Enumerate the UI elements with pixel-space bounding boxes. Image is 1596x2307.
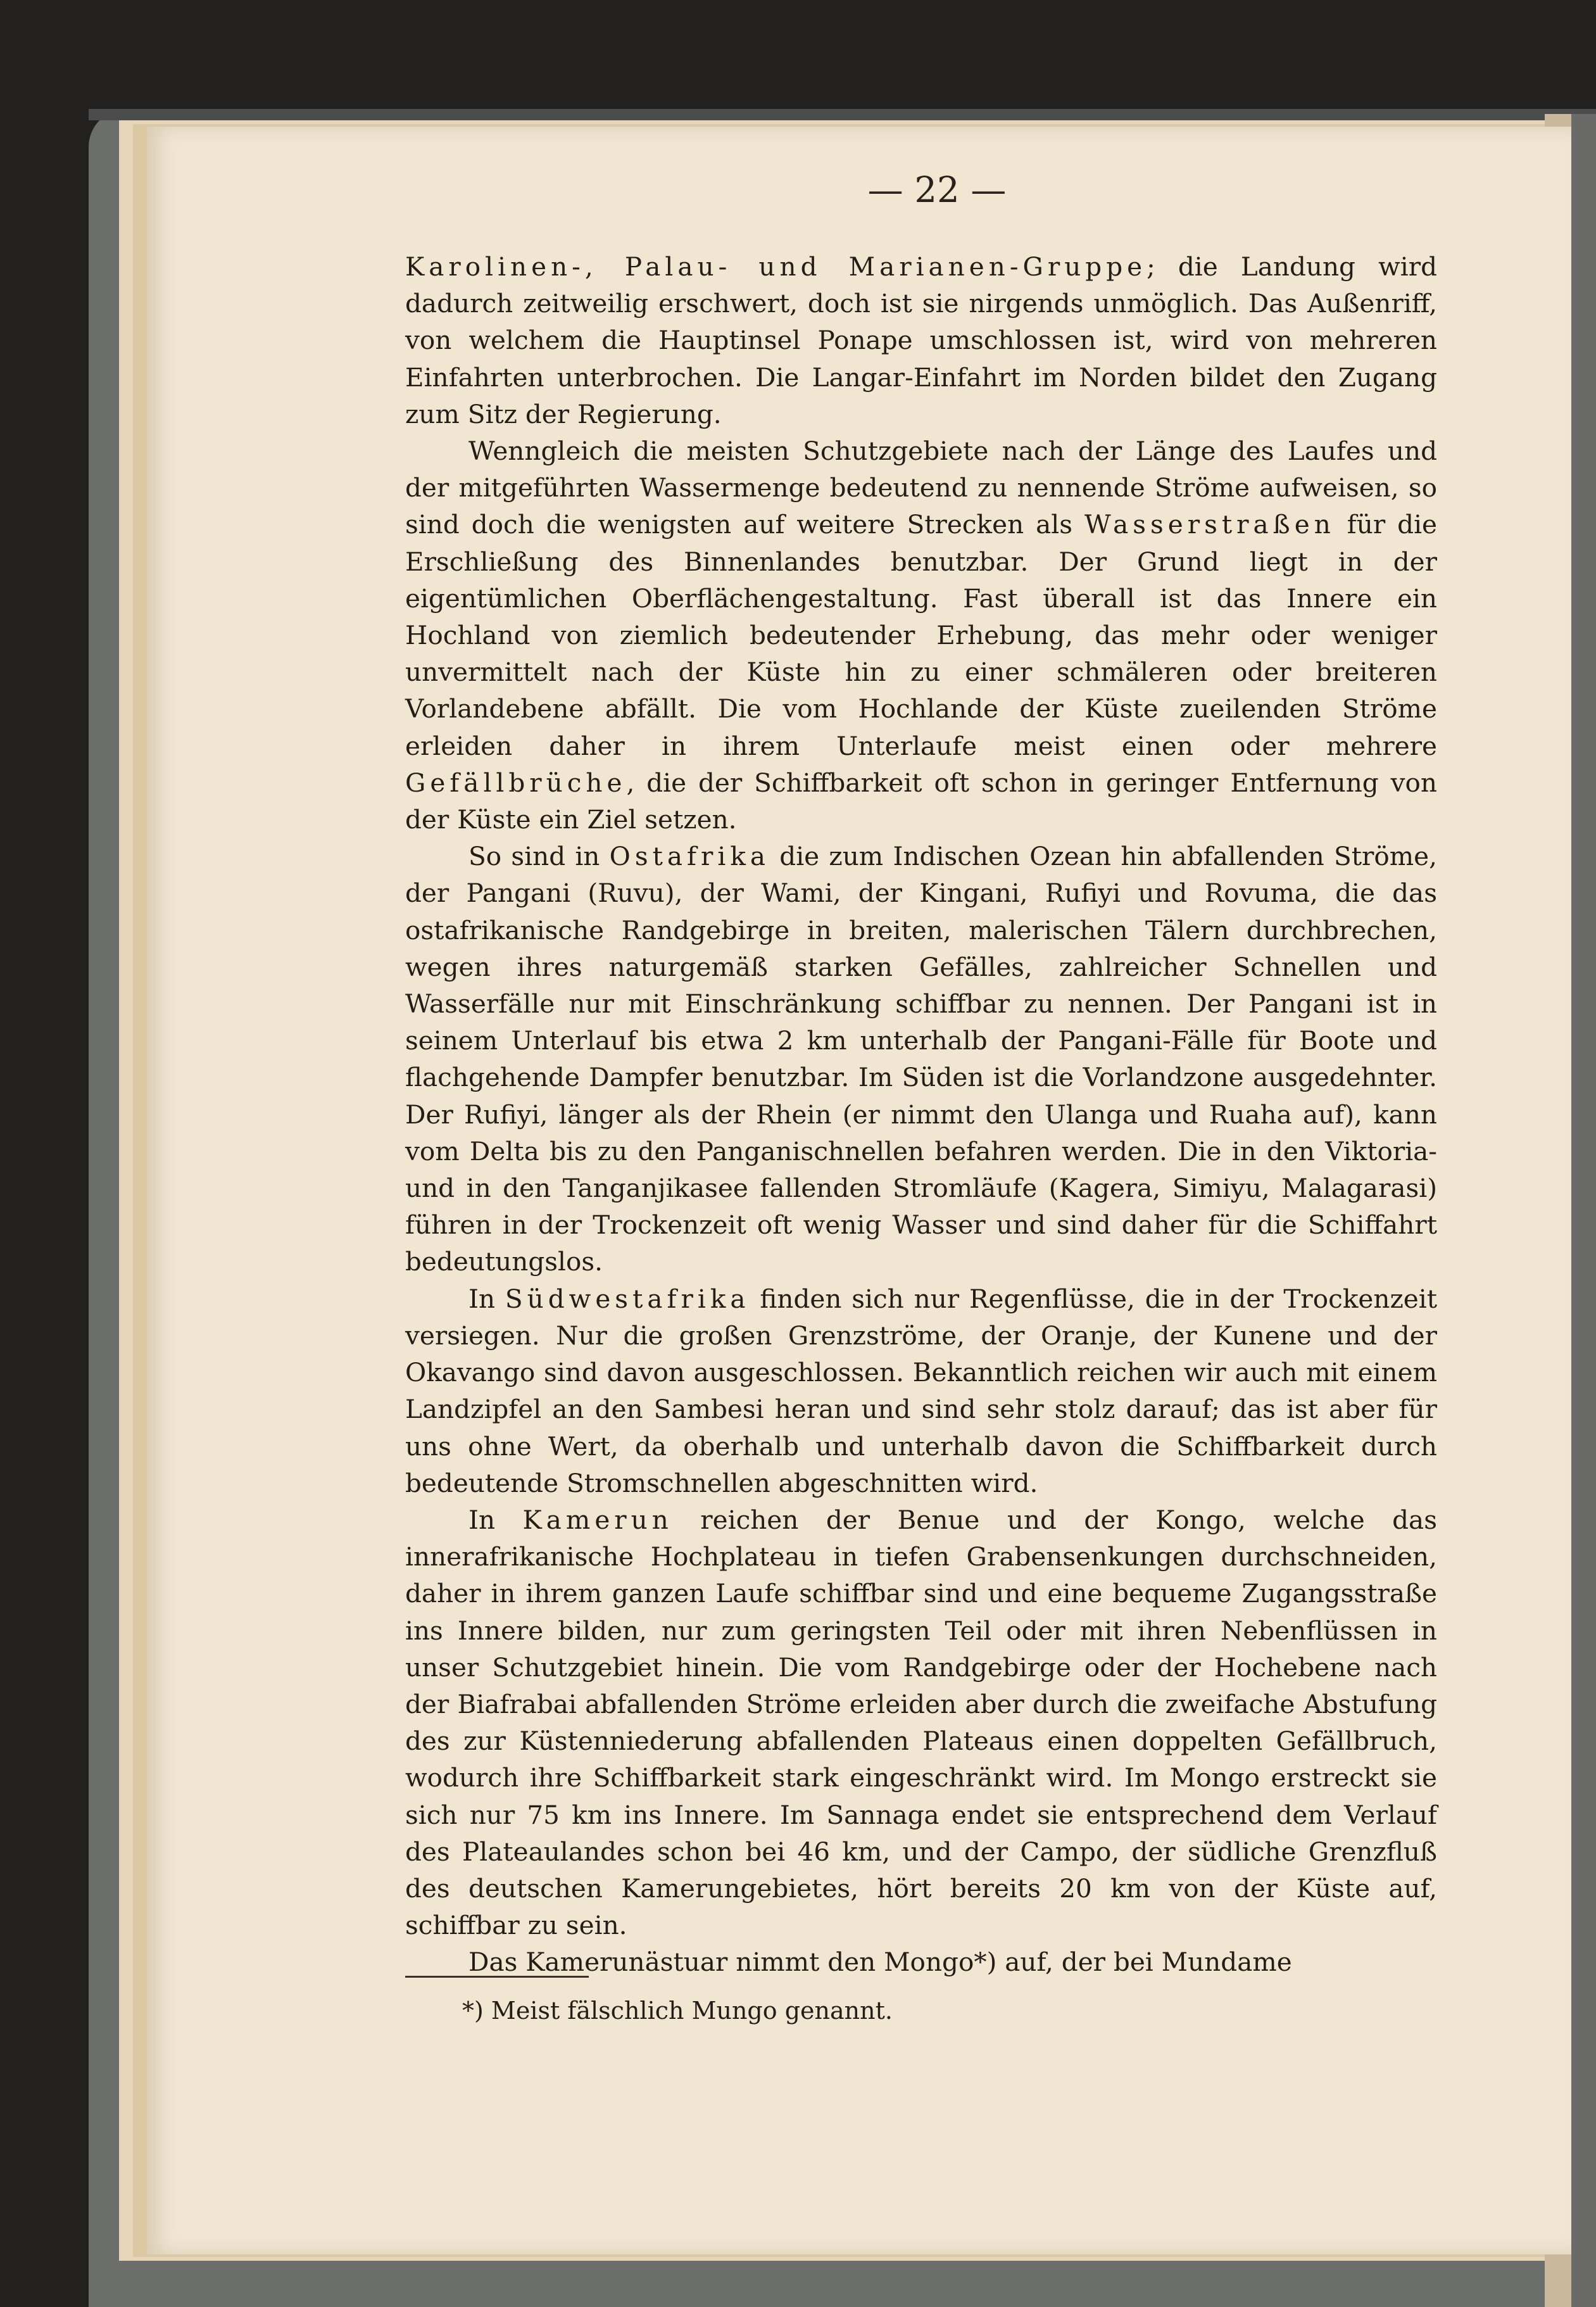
paragraph-4 <box>405 1280 1437 1501</box>
text-segment: Kamerun <box>522 1504 673 1535</box>
paragraph-1 <box>405 248 1437 433</box>
text-segment: So sind in <box>468 841 610 872</box>
footnote: *) Meist fälschlich Mungo genannt. <box>462 1997 893 2025</box>
text-segment: Gefällbrüche <box>405 767 627 798</box>
text-segment: Das Kamerunästuar nimmt den Mongo*) auf, der bei Mundame <box>468 1947 1292 1978</box>
text-segment: In <box>468 1283 505 1314</box>
cover-right-edge <box>1571 114 1596 2307</box>
body-text <box>405 248 1437 1981</box>
text-segment: Wenngleich die meisten Schutzgebiete nach der Länge des Laufes und der mitgeführten Wassermenge bedeutend zu nennende Ströme aufweisen, so sind doch die wenigsten auf weitere Strecken als <box>405 436 1437 540</box>
text-segment: die zum Indischen Ozean hin abfallenden Ströme, der Pangani (Ruvu), der Wami, der Kingani, Rufiyi und Rovuma, die das ostafrikanische Randgebirge in breiten, malerischen Tälern durchbrechen, wegen ihres naturgemäß starken Gefälles, zahlreicher Schnellen und Wasserfälle nur mit Einschränkung schiffbar zu nennen. Der Pangani ist in seinem Unterlauf bis etwa 2 km unterhalb der Pangani-Fälle für Boote und flachgehende Dampfer benutzbar. Im Süden ist die Vorlandzone ausgedehnter. Der Rufiyi, länger als der Rhein (er nimmt den Ulanga und Ruaha auf), kann vom Delta bis zu den Panganischnellen befahren werden. Die in den Viktoria- und in den Tanganjikasee fallenden Stromläufe (Kagera, Simiyu, Malagarasi) führen in der Trockenzeit oft wenig Wasser und sind daher für die Schiffahrt bedeutungslos. <box>405 841 1437 1277</box>
text-segment: Ostafrika <box>609 841 770 872</box>
text-segment: reichen der Benue und der Kongo, welche das innerafrikanische Hochplateau in tiefen Grabensenkungen durchschneiden, daher in ihrem ganzen Laufe schiffbar sind und eine bequeme Zugangsstraße ins Innere bilden, nur zum geringsten Teil oder mit ihren Nebenflüssen in unser Schutzgebiet hinein. Die vom Randgebirge oder der Hochebene nach der Biafrabai abfallenden Ströme erleiden aber durch die zweifache Abstufung des zur Küstenniederung abfallenden Plateaus einen doppelten Gefällbruch, wodurch ihre Schiffbarkeit stark eingeschränkt wird. Im Mongo erstreckt sie sich nur 75 km ins Innere. Im Sannaga endet sie entsprechend dem Verlauf des Plateaulandes schon bei 46 km, und der Campo, der südliche Grenzfluß des deutschen Kamerungebietes, hört bereits 20 km von der Küste auf, schiffbar zu sein. <box>405 1504 1437 1941</box>
text-segment: In <box>468 1504 523 1535</box>
footnote-rule <box>405 1976 589 1978</box>
text-segment: Karolinen-, Palau- und Marianen-Gruppe <box>405 251 1147 282</box>
text-segment: Südwestafrika <box>505 1283 750 1314</box>
page-number: — 22 — <box>867 170 1007 211</box>
text-segment: für die Erschließung des Binnenlandes benutzbar. Der Grund liegt in der eigentümlichen Oberflächengestaltung. Fast überall ist das Innere ein Hochland von ziemlich bedeutender Erhebung, das mehr oder weniger unvermittelt nach der Küste hin zu einer schmäleren oder breiteren Vorlandebene abfällt. Die vom Hochlande der Küste zueilenden Ströme erleiden daher in ihrem Unterlaufe meist einen oder mehrere <box>405 509 1438 761</box>
paragraph-5 <box>405 1501 1437 1944</box>
paragraph-2 <box>405 433 1437 838</box>
paragraph-6 <box>405 1944 1437 1980</box>
text-segment: , die der Schiffbarkeit oft schon in geringer Entfernung von der Küste ein Ziel setzen. <box>405 767 1437 835</box>
text-segment: Wasserstraßen <box>1084 509 1335 540</box>
text-segment: finden sich nur Regenflüsse, die in der Trockenzeit versiegen. Nur die großen Grenzströme, der Oranje, der Kunene und der Okavango sind davon ausgeschlossen. Bekanntlich reichen wir auch mit einem Landzipfel an den Sambesi heran und sind sehr stolz darauf; das ist aber für uns ohne Wert, da oberhalb und unterhalb davon die Schiffbarkeit durch bedeutende Stromschnellen abgeschnitten wird. <box>405 1283 1437 1498</box>
text-segment: ; die Landung wird dadurch zeitweilig erschwert, doch ist sie nirgends unmöglich. Das Außenriff, von welchem die Hauptinsel Ponape umschlossen ist, wird von mehreren Einfahrten unterbrochen. Die Langar-Einfahrt im Norden bildet den Zugang zum Sitz der Regierung. <box>405 251 1437 429</box>
cover-top-edge <box>89 109 1596 120</box>
paragraph-3 <box>405 838 1437 1280</box>
